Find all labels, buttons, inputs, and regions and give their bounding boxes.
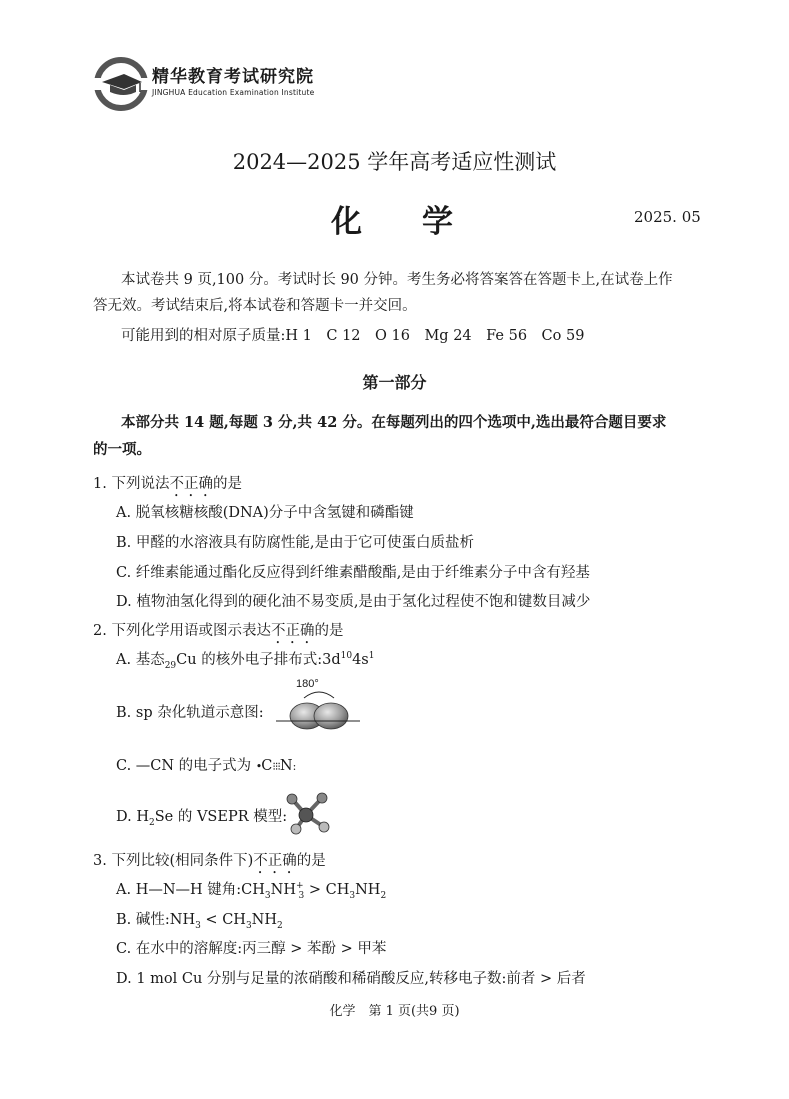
q3a-pre: A. H—N—H 键角:CH	[116, 882, 265, 898]
q1-option-b: B. 甲醛的水溶液具有防腐性能,是由于它可使蛋白质盐析	[116, 535, 474, 551]
page-footer: 化学 第 1 页(共9 页)	[329, 1004, 460, 1019]
q3-option-b	[116, 908, 283, 931]
q1-option-d: D. 植物油氢化得到的硬化油不易变质,是由于氢化过程使不饱和键数目减少	[116, 594, 591, 610]
question-3-stem	[93, 849, 326, 877]
section-desc-2: 的一项。	[93, 441, 151, 458]
q2-option-a	[116, 648, 374, 671]
q2d-sub: 2	[148, 817, 155, 828]
q1-option-a: A. 脱氧核糖核酸(DNA)分子中含氢键和磷酯键	[116, 505, 414, 521]
graduation-cap-icon	[94, 56, 148, 112]
q3a-s3: 3	[349, 890, 356, 901]
q1-option-c: C. 纤维素能通过酯化反应得到纤维素醋酸酯,是由于纤维素分子中含有羟基	[116, 565, 590, 581]
question-2-stem	[93, 619, 343, 647]
q3b-mid: < CH	[200, 912, 246, 928]
logo-name-en: JINGHUA Education Examination Institute	[152, 88, 315, 97]
q3b-nh: NH	[251, 912, 278, 928]
q2c-pre: C. —CN 的电子式为	[116, 758, 252, 774]
q1-emphasis: 不正确	[169, 476, 213, 492]
q1-post: 的是	[212, 476, 242, 492]
intro-line-2: 答无效。考试结束后,将本试卷和答题卡一并交回。	[93, 298, 417, 314]
institute-logo	[94, 56, 324, 114]
subject-title: 化学	[331, 204, 513, 240]
q2a-mid: 的核外电子排布式:3d	[196, 652, 341, 668]
q3-post: 的是	[296, 853, 326, 869]
exam-title: 2024—2025 学年高考适应性测试	[232, 150, 557, 174]
q2-option-d	[116, 805, 287, 828]
q3a-nh: NH	[270, 882, 296, 898]
sp-orbital-diagram	[276, 684, 362, 730]
q3-pre: 3. 下列比较(相同条件下)	[93, 853, 254, 869]
q2a-element: Cu	[176, 652, 197, 668]
q3b-s1: 3	[195, 920, 201, 931]
q2-emphasis: 不正确	[270, 623, 315, 639]
q3a-s1: 3	[264, 890, 271, 901]
sp-angle-label: 180°	[296, 678, 319, 690]
q3b-pre: B. 碱性:NH	[116, 912, 196, 928]
q2a-sup1: 10	[340, 651, 353, 662]
q2d-pre: D. H	[116, 809, 149, 825]
q3a-gt: > CH	[304, 882, 350, 898]
electron-dot: •	[255, 760, 262, 773]
q3a-s2: 3	[298, 890, 305, 901]
q3-option-a	[116, 878, 386, 901]
q2-option-b: B. sp 杂化轨道示意图:	[116, 705, 264, 721]
atomic-masses: 可能用到的相对原子质量:H 1 C 12 O 16 Mg 24 Fe 56 Co 59	[121, 328, 585, 344]
exam-date: 2025. 05	[634, 208, 701, 226]
vsepr-model-icon	[282, 789, 332, 837]
q2a-sup2: 1	[368, 651, 375, 662]
q3b-s2: 3	[245, 920, 252, 931]
intro-line-1: 本试卷共 9 页,100 分。考试时长 90 分钟。考生务必将答案答在答题卡上,在试卷上作	[121, 272, 673, 288]
q2a-pre: A. 基态	[116, 652, 165, 668]
q2c-nitrogen: N	[279, 758, 293, 774]
q3b-s3: 2	[277, 920, 283, 931]
q3a-s4: 2	[380, 890, 387, 901]
lone-pair-dots: :	[292, 760, 296, 773]
q2a-mid2: 4s	[352, 652, 369, 668]
q1-pre: 1. 下列说法	[93, 476, 170, 492]
q3-emphasis: 不正确	[253, 853, 297, 869]
section-title: 第一部分	[362, 373, 427, 392]
logo-name-cn: 精华教育考试研究院	[152, 67, 314, 87]
q3a-charge: +	[295, 881, 304, 892]
q3-option-c: C. 在水中的溶解度:丙三醇 > 苯酚 > 甲苯	[116, 941, 387, 957]
q2d-post: Se 的 VSEPR 模型:	[154, 809, 288, 825]
q2a-atomic-number: 29	[164, 660, 177, 671]
q2c-carbon: C	[261, 758, 273, 774]
q2-option-c	[116, 754, 295, 775]
question-1-stem	[93, 472, 242, 500]
section-desc-1: 本部分共 14 题,每题 3 分,共 42 分。在每题列出的四个选项中,选出最符合题目要求	[121, 414, 667, 431]
q2-post: 的是	[314, 623, 344, 639]
q3-option-d: D. 1 mol Cu 分别与足量的浓硝酸和稀硝酸反应,转移电子数:前者 > 后者	[116, 971, 586, 987]
triple-bond-dots: ⁝⁝⁝	[272, 760, 280, 773]
q2-pre: 2. 下列化学用语或图示表达	[93, 623, 271, 639]
q3a-nh2: NH	[355, 882, 381, 898]
